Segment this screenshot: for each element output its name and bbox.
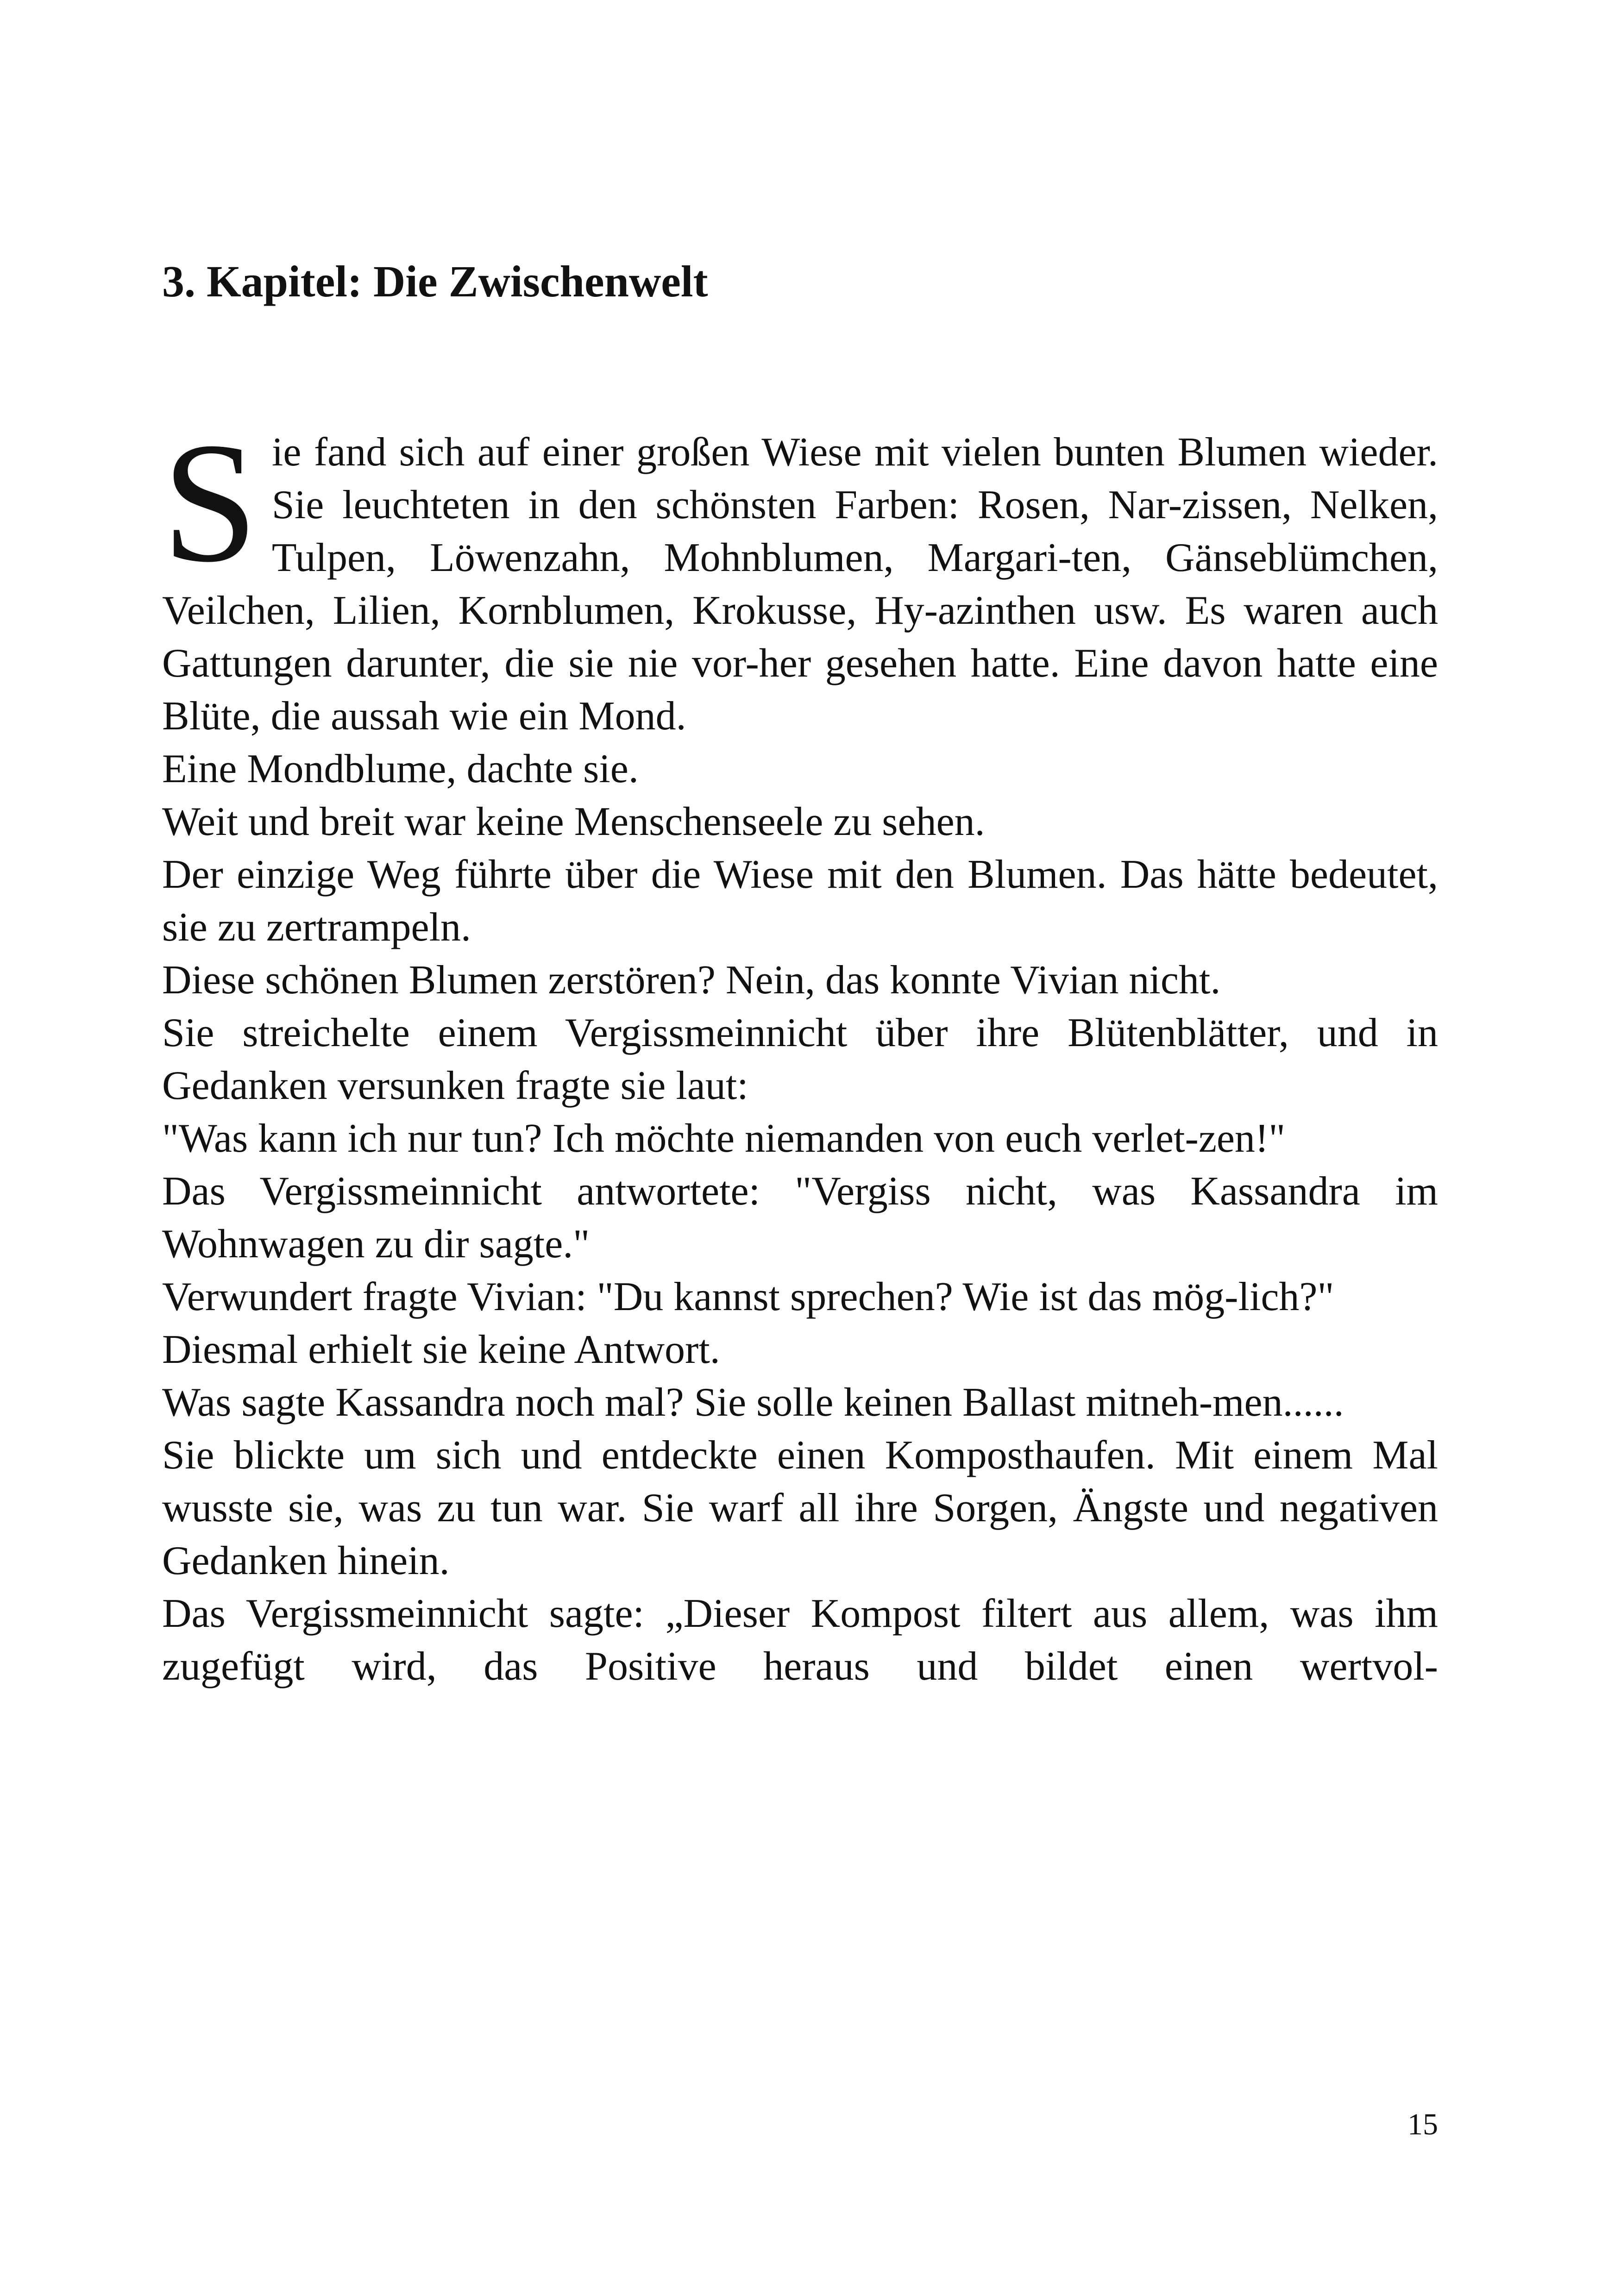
page-number: 15	[1407, 2108, 1438, 2141]
opening-paragraph	[162, 408, 1438, 743]
paragraph: Das Vergissmeinnicht sagte: „Dieser Kompost filtert aus allem, was ihm zugefügt wird, das Positive heraus und bildet einen wertvol-	[162, 1591, 1438, 1689]
paragraph: Sie blickte um sich und entdeckte einen Komposthaufen. Mit einem Mal wusste sie, was zu tun war. Sie warf all ihre Sorgen, Ängste und negativen Gedanken hinein.	[162, 1433, 1438, 1583]
drop-cap: S	[162, 408, 258, 598]
opening-paragraph-text: ie fand sich auf einer großen Wiese mit vielen bunten Blumen wieder. Sie leuchteten in den schönsten Farben: Rosen, Nar-zissen, Nelken, Tulpen, Löwenzahn, Mohnblumen, Margari-ten, Gänseblümchen, Veilchen, Lilien, Kornblumen, Krokusse, Hy-azinthen usw. Es waren auch Gattungen darunter, die sie nie vor-her gesehen hatte. Eine davon hatte eine Blüte, die aussah wie ein Mond.	[162, 430, 1438, 739]
paragraph: Eine Mondblume, dachte sie.	[162, 747, 639, 791]
paragraph: Der einzige Weg führte über die Wiese mit den Blumen. Das hätte bedeutet, sie zu zertrampeln.	[162, 852, 1438, 950]
paragraph: "Was kann ich nur tun? Ich möchte niemanden von euch verlet-zen!"	[162, 1116, 1286, 1161]
paragraph: Das Vergissmeinnicht antwortete: "Vergiss nicht, was Kassandra im Wohnwagen zu dir sagte."	[162, 1169, 1438, 1267]
paragraph: Verwundert fragte Vivian: "Du kannst sprechen? Wie ist das mög-lich?"	[162, 1274, 1334, 1319]
chapter-body	[162, 408, 1438, 1693]
paragraph: Diesmal erhielt sie keine Antwort.	[162, 1327, 720, 1372]
chapter-title: 3. Kapitel: Die Zwischenwelt	[162, 257, 708, 306]
paragraph: Weit und breit war keine Menschenseele zu sehen.	[162, 799, 985, 844]
paragraph: Sie streichelte einem Vergissmeinnicht über ihre Blütenblätter, und in Gedanken versunken fragte sie laut:	[162, 1010, 1438, 1108]
paragraph: Was sagte Kassandra noch mal? Sie solle keinen Ballast mitneh-men......	[162, 1380, 1344, 1425]
paragraph: Diese schönen Blumen zerstören? Nein, das konnte Vivian nicht.	[162, 958, 1221, 1003]
